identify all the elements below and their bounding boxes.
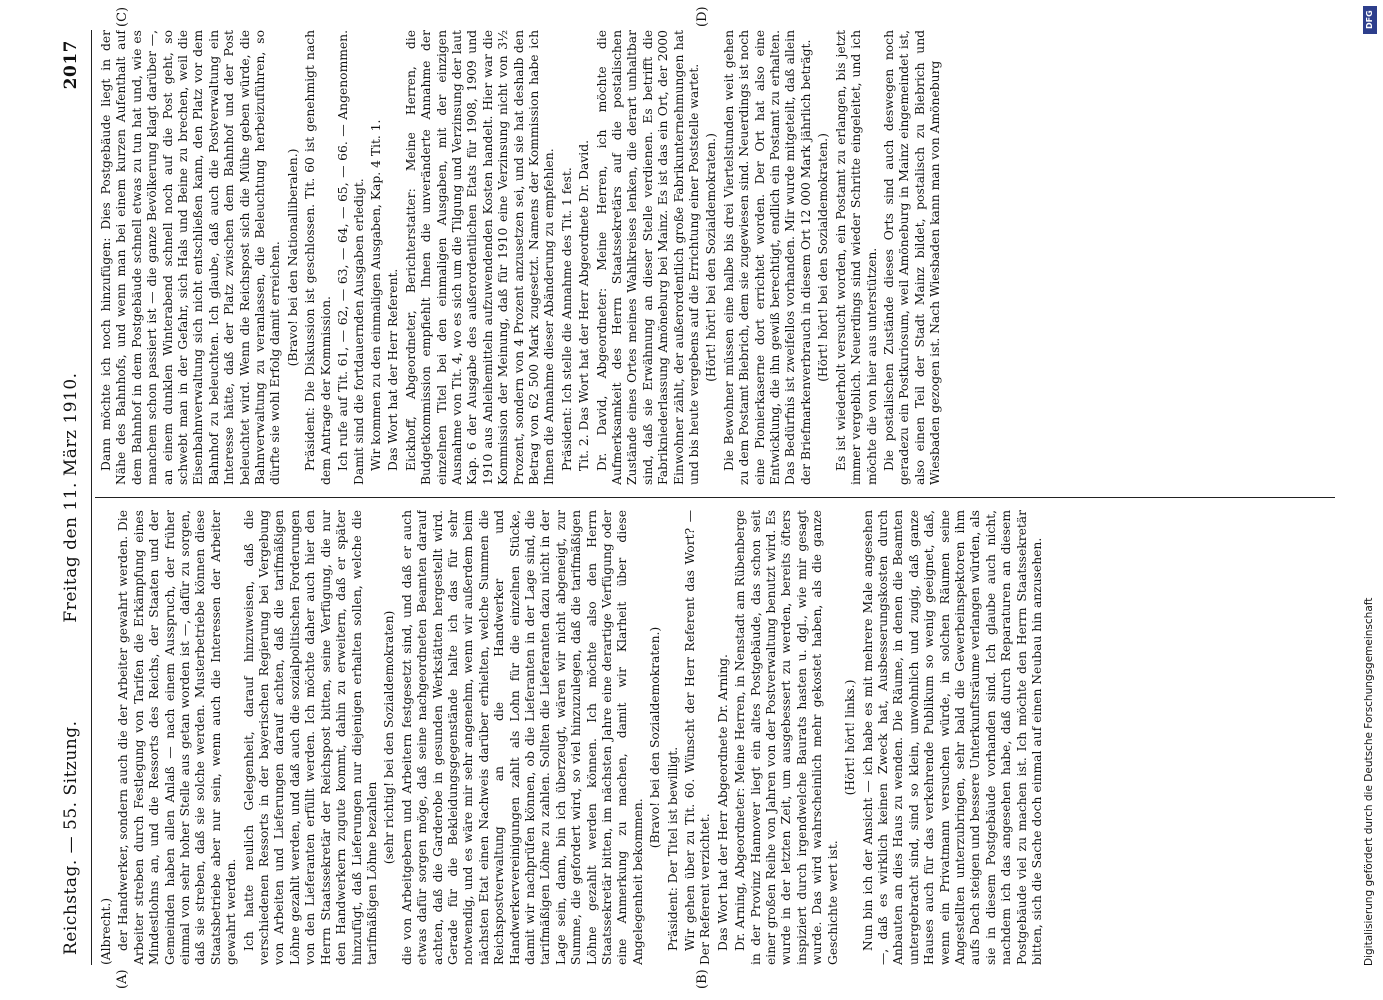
section-heading: Wir kommen zu den einmaligen Ausgaben, Kap. 4 Tit. 1. bbox=[368, 119, 383, 471]
paragraph: der Handwerker, sondern auch die der Arbeiter gewahrt werden. Die Arbeiter streben durch Festlegung von Tarifen die Erkämpfung eines Mindestlohns an, und die Ressorts des Reichs, der Staaten und der Gemeinden haben allen Anlaß — nach einem Ausspruch, der früher einmal von sehr hoher Stelle aus getan worden ist —, dafür zu sorgen, daß sie streben, daß sie solche werden. Musterbetriebe können diese Staatsbetriebe aber nur sein, wenn auch die Interessen der Arbeiter gewahrt werden. bbox=[116, 510, 239, 965]
speaker-tag: (Albrecht.) bbox=[99, 897, 113, 965]
paragraph: Die Bewohner müssen eine halbe bis drei Viertelstunden weit gehen zu dem Postamt Biebrich, dem sie zugewiesen sind. Neuerdings ist noch eine Pionierkaserne dort errichtet worden. Der Ort hat also eine Entwicklung, die ihn gewiß berechtigt, endlich ein Postamt zu erhalten. Das Bedürfnis ist zweifellos vorhanden. Mir wurde mitgeteilt, daß allein der Briefmarkenverbrauch in diesem Ort 12 000 Mark jährlich beträgt. bbox=[721, 30, 813, 485]
margin-mark-a: (A) bbox=[115, 969, 130, 989]
margin-mark-d: (D) bbox=[695, 6, 710, 27]
interjection: (Bravo! bei den Sozialdemokraten.) bbox=[648, 626, 663, 849]
interjection: (Hört! hört! bei den Sozialdemokraten.) bbox=[816, 133, 831, 382]
interjection: (Hört! hört! links.) bbox=[843, 679, 858, 796]
paragraph: Ich rufe auf Tit. 61, — 62, — 63, — 64, — 65, — 66. — Angenommen. Damit sind die fortdauernden Ausgaben erledigt. bbox=[336, 30, 366, 485]
column-divider bbox=[95, 497, 1335, 498]
digitization-note: Digitalisierung gefördert durch die Deutsche Forschungsgemeinschaft bbox=[1363, 597, 1375, 966]
interjection: (Bravo! bei den Nationalliberalen.) bbox=[285, 148, 300, 367]
paragraph: Dann möchte ich noch hinzufügen: Dies Postgebäude liegt in der Nähe des Bahnhofs, und wenn man bei einem kurzen Aufenthalt auf dem Bahnhof in dem Postgebäude schnell etwas zu tun hat und, wie es manchem schon passiert ist — die ganze Bevölkerung klagt darüber —, an einem dunklen Winterabend schnell noch auf die Post geht, so schwebt man in der Gefahr, sich Hals und Beine zu brechen, weil die Eisenbahnverwaltung sich nicht entschließen kann, den Platz vor dem Bahnhof zu beleuchten. Ich glaube, daß auch die Postverwaltung ein Interesse hätte, daß der Platz zwischen dem Bahnhof und der Post beleuchtet wird. Wenn die Reichspost sich die Mühe geben würde, die Bahnverwaltung zu veranlassen, die Beleuchtung herbeizuführen, so dürfte sie wohl Erfolg damit erreichen. bbox=[99, 30, 283, 485]
paragraph: Tit. 2. Das Wort hat der Herr Abgeordnete Dr. David. bbox=[577, 139, 592, 471]
header-date: Freitag den 11. März 1910. bbox=[61, 372, 81, 623]
speech-arning: Dr. Arning, Abgeordneter: Meine Herren, in Nenstadt am Rübenberge in der Provinz Hannover liegt ein altes Postgebäude, das schon seit einer großen Reihe von Jahren von der Postverwaltung benutzt wird. Es wurde in der letzten Zeit, um ausgebessert zu werden, bereits öfters inspiziert durch irgendwelche Baurats hasten u. dgl., wie mir gesagt wurde. Das wird wahrscheinlich mehr gekostet haben, als die ganze Geschichte wert ist. bbox=[733, 510, 840, 965]
paragraph: Die postalischen Zustände dieses Orts sind auch deswegen noch geradezu ein Postkuriosum, weil Amöneburg in Mainz eingemeindet ist, also einen Teil der Stadt Mainz bildet, postalisch zu Biebrich und Wiesbaden gezogen ist. Nach Wiesbaden kann man von Amöneburg bbox=[881, 30, 943, 485]
paragraph: die von Arbeitgebern und Arbeitern festgesetzt sind, und daß er auch etwas dafür sorgen möge, daß seine nachgeordneten Beamten darauf achten, daß die Garderobe in gesunden Werkstätten hergestellt wird. Gerade für die Bekleidungsgegenstände halte ich das für sehr notwendig, und es wäre mir sehr angenehm, wenn wir außerdem beim nächsten Etat einen Nachweis darüber erhielten, welche Summen die Reichspostverwaltung an die Handwerker und Handwerkervereinigungen zahlt als Lohn für die einzelnen Stücke, damit wir nachprüfen können, ob die Lieferanten in der Lage sind, die tarifmäßigen Löhne zu zahlen. Sollten die Lieferanten dazu nicht in der Lage sein, dann, bin ich überzeugt, wären wir nicht abgeneigt, zur Summe, die gefordert wird, so viel hinzuzulegen, daß die tarifmäßigen Löhne gezahlt werden können. Ich möchte also den Herrn Staatssekretär bitten, im nächsten Jahre eine derartige Verfügung oder eine Anmerkung zu machen, damit wir Klarheit über diese Angelegenheit bekommen. bbox=[399, 510, 645, 965]
paragraph: Das Wort hat der Herr Abgeordnete Dr. Arning. bbox=[715, 654, 730, 951]
paragraph: Ich hatte neulich Gelegenheit, darauf hinzuweisen, daß die verschiedenen Ressorts in der bayerischen Regierung bei Vergebung von Arbeiten und Lieferungen darauf achten, daß die tarifmäßigen Löhne gezahlt werden, und daß auch die sozialpolitischen Forderungen von den Lieferanten erfüllt werden. Ich möchte daher auch hier den Herrn Staatssekretär der Reichspost bitten, seine Verfügung, die nur den Handwerkern zugute kommt, dahin zu erweitern, daß er später hinzufügt, daß Lieferungen nur diejenigen erhalten sollen, welche die tarifmäßigen Löhne bezahlen bbox=[241, 510, 379, 965]
page-number: 2017 bbox=[61, 40, 81, 90]
digitization-footer bbox=[1359, 6, 1379, 966]
paragraph: Das Wort hat der Herr Referent. bbox=[386, 268, 401, 471]
right-column bbox=[99, 30, 1329, 485]
interjection: (sehr richtig! bei den Sozialdemokraten) bbox=[382, 610, 397, 865]
margin-mark-c: (C) bbox=[115, 6, 130, 27]
paragraph: Wir gehen über zu Tit. 60. Wünscht der Herr Referent das Wort? — Der Referent verzichtet. bbox=[683, 510, 713, 965]
rotated-page-content bbox=[55, 6, 1345, 989]
president-statement: Präsident: Die Diskussion ist geschlossen. Tit. 60 ist genehmigt nach dem Antrage der Kommission. bbox=[303, 30, 333, 485]
dfg-logo: DFG bbox=[1363, 6, 1377, 34]
speech-david: Dr. David, Abgeordneter: Meine Herren, ich möchte die Aufmerksamkeit des Herrn Staatssekretärs auf die postalischen Zustände eines Ortes meines Wahlkreises lenken, die derart unhaltbar sind, daß sie Erwähnung an dieser Stelle verdienen. Es betrifft die Fabrikniederlassung Amöneburg bei Mainz. Es ist das ein Ort, der 2000 Einwohner zählt, der außerordentlich große Fabrikunternehmungen hat und bis heute vergebens auf die Errichtung einer Poststelle wartet. bbox=[594, 30, 702, 485]
paragraph: Es ist wiederholt versucht worden, ein Postamt zu erlangen, bis jetzt immer vergeblich. Neuerdings sind wieder Schritte eingeleitet, und ich möchte die von hier aus unterstützen. bbox=[833, 30, 879, 485]
paragraph: Nun bin ich der Ansicht — ich habe es mit mehrere Male angesehen —, daß es wirklich keinen Zweck hat, Ausbesserungskosten durch Anbauten an dies Haus zu wenden. Die Räume, in denen die Beamten untergebracht sind, sind so klein, unwohnlich und zugig, daß ganze Hauses auch für das verkehrende Publikum so wenig geeignet, daß, wenn ein Privatmann versuchen würde, in solchen Räumen seine Angestellten unterzubringen, sehr bald die Gewerbeinspektoren ihm aufs Dach steigen und bessere Unterkunftsräume verlangen würden, als sie in diesem Postgebäude vorhanden sind. Ich glaube auch nicht, nachdem ich das angesehen habe, daß durch Reparaturen an diesem Postgebäude viel zu machen ist. Ich möchte den Herrn Staatssekretär bitten, sich die Sache doch einmal auf einen Neubau hin anzusehen. bbox=[860, 510, 1044, 965]
header-session: Reichstag. — 55. Sitzung. bbox=[61, 720, 81, 955]
page-header bbox=[55, 30, 89, 965]
header-rule bbox=[91, 30, 92, 965]
speech-eickhoff: Eickhoff, Abgeordneter, Berichterstatter: Meine Herren, die Budgetkommission empfiehlt Ihnen die unveränderte Annahme der einzelnen Titel bei den einmaligen Ausgaben, mit der einzigen Ausnahme von Tit. 4, wo es sich um die Tilgung und Verzinsung der laut Kap. 6 der Ausgabe des außerordentlichen Etats für 1908, 1909 und 1910 aus Anleihemitteln aufzuwendenden Kosten handelt. Hier war die Kommission der Meinung, daß für 1910 eine Verzinsung nicht von 3½ Prozent, sondern von 4 Prozent anzusetzen sei, und sie hat deshalb den Betrag von 62 500 Mark zugesetzt. Namens der Kommission habe ich Ihnen die Annahme dieser Abänderung zu empfehlen. bbox=[403, 30, 557, 485]
margin-mark-b: (B) bbox=[695, 969, 710, 989]
left-column bbox=[99, 510, 1329, 965]
interjection: (Hört! hört! bei den Sozialdemokraten.) bbox=[704, 133, 719, 382]
president-statement: Präsident: Der Titel ist bewilligt. bbox=[665, 746, 680, 951]
president-statement: Präsident: Ich stelle die Annahme des Tit. 1 fest. bbox=[559, 167, 574, 471]
